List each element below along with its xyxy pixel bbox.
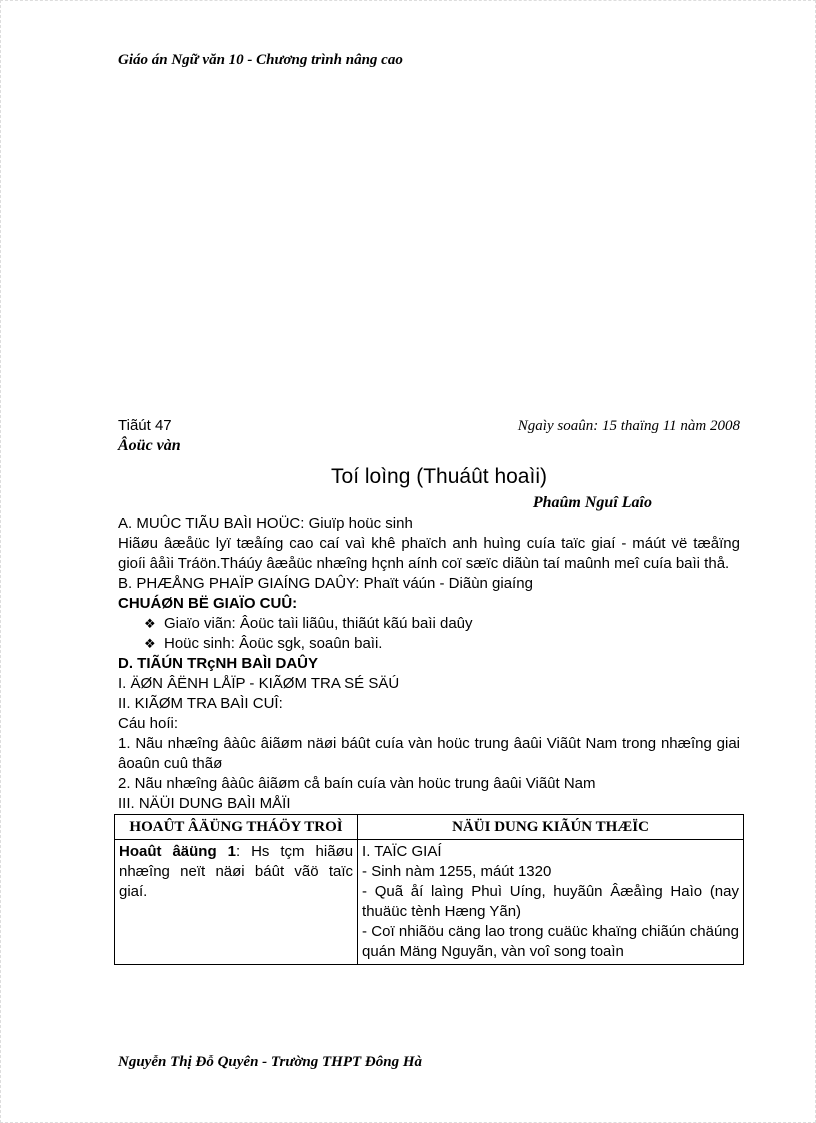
section-c-heading: CHUÁØN BË GIAÏO CUÛ: xyxy=(118,595,298,612)
table-row xyxy=(115,840,744,965)
table-header-activities: HOAÛT ÂÄÜNG THÁÖY TROÌ xyxy=(115,815,358,840)
lesson-title: Toí loìng (Thuáût hoaìi) xyxy=(331,465,547,488)
table-cell-content xyxy=(358,840,744,965)
question-2: 2. Nãu nhæîng âàûc âiãøm cå baín cuía vàn hoüc trung âaûi Viãût Nam xyxy=(118,775,596,792)
table-cell-activity xyxy=(115,840,358,965)
four-diamond-bullet-icon: ❖ xyxy=(144,616,156,631)
activity-label: Hoaût âäüng 1 xyxy=(119,843,236,860)
section-a-suffix: : Giuïp hoüc sinh xyxy=(300,515,413,532)
question-1: 1. Nãu nhæîng âàûc âiãøm näøi báût cuía vàn hoüc trung âaûi Viãût Nam trong nhæîng giai âoaûn cuû thãø xyxy=(118,735,740,772)
page-header: Giáo án Ngữ văn 10 - Chương trình nâng cao xyxy=(118,52,403,68)
four-diamond-bullet-icon: ❖ xyxy=(144,636,156,651)
section-b-label: B. PHÆÅNG PHAÏP GIAÍNG DAÛY xyxy=(118,575,356,592)
list-item-text: Giaïo viãn: Âoüc taìi liãûu, thiãút kãú baìi daûy xyxy=(164,615,473,632)
question-label: Cáu hoíi: xyxy=(118,715,179,732)
section-d1: I. ÄØN ÂËNH LÅÏP - KIÃØM TRA SÉ SÄÚ xyxy=(118,675,400,692)
content-line: - Quã åí laìng Phuì Uíng, huyãûn Âæåìng Haìo (nay thuäüc tènh Hæng Yãn) xyxy=(362,883,739,920)
lesson-plan-table xyxy=(114,814,744,965)
lesson-meta-row xyxy=(118,416,740,436)
section-b-suffix: : Phaït váún - Diãùn giaíng xyxy=(355,575,533,592)
content-line: - Sinh nàm 1255, máút 1320 xyxy=(362,863,552,880)
content-heading: I. TAÏC GIAÍ xyxy=(362,843,442,860)
content-line: - Coï nhiãöu cäng lao trong cuäüc khaïng chiãún chäúng quán Mäng Nguyãn, vàn voî song toaìn xyxy=(362,923,739,960)
list-item-text: Hoüc sinh: Âoüc sgk, soaûn baìi. xyxy=(164,635,383,652)
section-d-heading: D. TIÃÚN TRçNH BAÌI DAÛY xyxy=(118,655,319,672)
section-a-body: Hiãøu âæåüc lyï tæåíng cao caí vaì khê phaïch anh huìng cuía taïc giaí - máút vë tæåïng gioíi âåìi Tráön.Tháúy âæåüc nhæîng hçnh aính coï sæïc diãùn taí maûnh meî cuía baìi thå. xyxy=(118,535,740,572)
activity-text: : Hs tçm hiãøu nhæîng neït näøi báût vãö taïc giaí. xyxy=(119,843,354,900)
lesson-date: Ngaìy soaûn: 15 thaïng 11 nàm 2008 xyxy=(517,418,740,434)
section-b-heading xyxy=(118,574,740,594)
lesson-subject: Âoüc vàn xyxy=(118,437,181,454)
list-item xyxy=(144,614,740,634)
table-header-content: NÄÜI DUNG KIÃÚN THÆÏC xyxy=(358,815,744,840)
lesson-content xyxy=(118,416,740,965)
section-a-label: A. MUÛC TIÃU BAÌI HOÜC xyxy=(118,515,301,532)
lesson-period: Tiãút 47 xyxy=(118,417,172,434)
page-footer: Nguyễn Thị Đỗ Quyên - Trường THPT Đông Hà xyxy=(118,1054,422,1070)
list-item xyxy=(144,634,740,654)
section-a-heading xyxy=(118,514,740,534)
section-d2: II. KIÃØM TRA BAÌI CUÎ: xyxy=(118,695,283,712)
table-header-row xyxy=(115,815,744,840)
section-d3: III. NÄÜI DUNG BAÌI MÅÏI xyxy=(118,795,291,812)
section-c-list xyxy=(118,614,740,654)
lesson-author: Phaûm Nguî Laîo xyxy=(532,494,652,511)
